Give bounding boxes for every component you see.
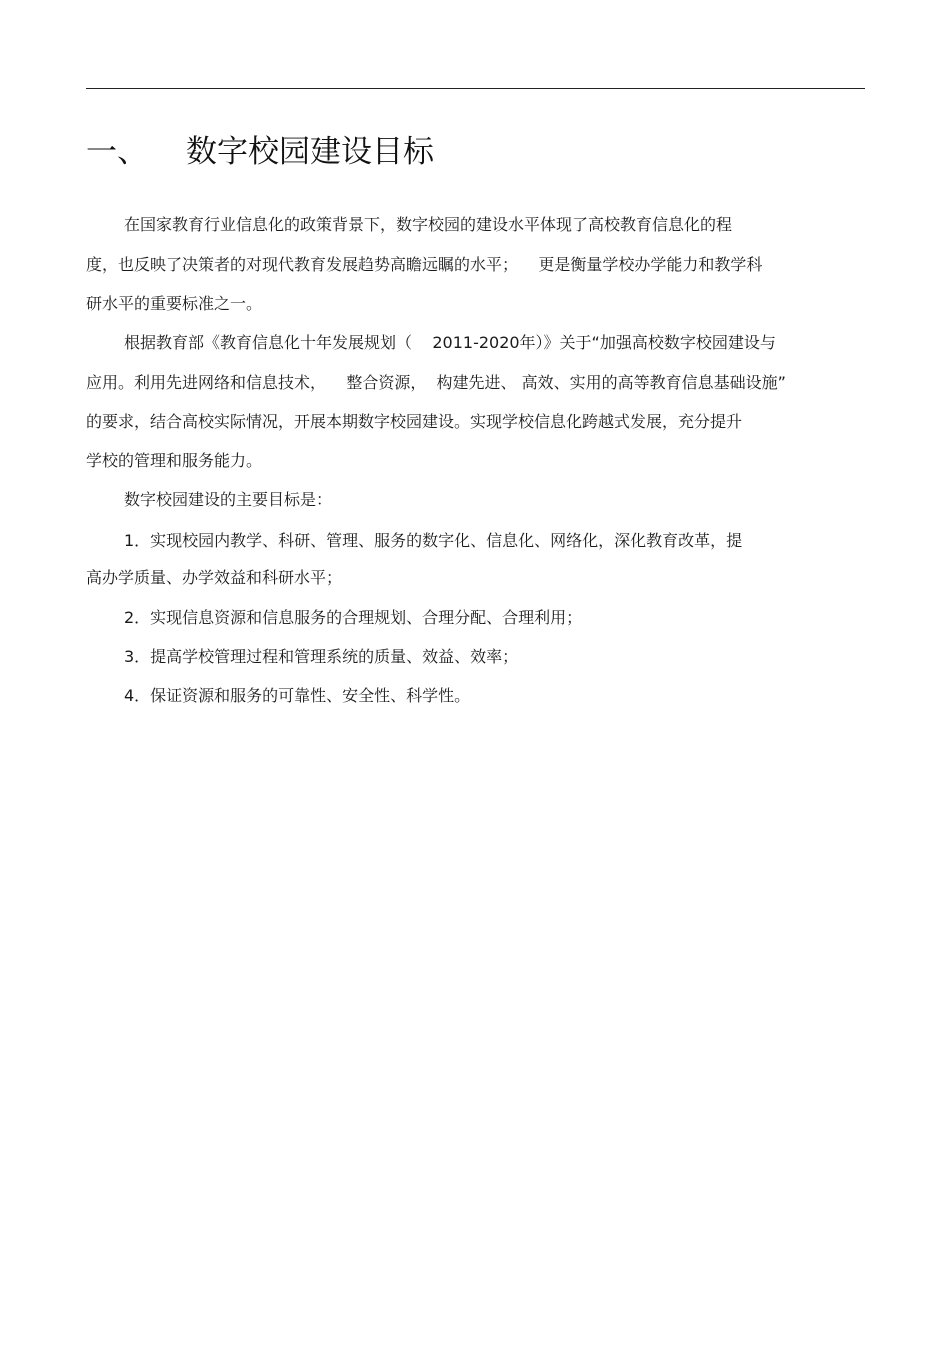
text-line: 研水平的重要标准之一。 bbox=[86, 294, 263, 313]
text-line: 学校的管理和服务能力。 bbox=[86, 451, 263, 470]
text-line: 数字校园建设的主要目标是： bbox=[124, 490, 333, 509]
list-item: 3．提高学校管理过程和管理系统的质量、效益、效率； bbox=[124, 647, 519, 666]
section-heading bbox=[86, 130, 434, 174]
text-line: 根据教育部《教育信息化十年发展规划（ 2011-2020年）》关于“加强高校数字校园建设与 bbox=[124, 333, 776, 352]
section-title: 数字校园建设目标 bbox=[186, 134, 434, 170]
list-item-continuation: 高办学质量、办学效益和科研水平； bbox=[86, 568, 343, 587]
text-line: 度，也反映了决策者的对现代教育发展趋势高瞻远瞩的水平； 更是衡量学校办学能力和教学科 bbox=[86, 255, 763, 274]
text-line: 应用。利用先进网络和信息技术， 整合资源， 构建先进、 高效、实用的高等教育信息基础设施” bbox=[86, 373, 786, 392]
list-item: 4．保证资源和服务的可靠性、安全性、科学性。 bbox=[124, 686, 471, 705]
text-line: 在国家教育行业信息化的政策背景下，数字校园的建设水平体现了高校教育信息化的程 bbox=[124, 215, 733, 234]
header-rule bbox=[86, 88, 865, 89]
text-line: 的要求，结合高校实际情况，开展本期数字校园建设。实现学校信息化跨越式发展，充分提升 bbox=[86, 412, 743, 431]
list-item: 1．实现校园内教学、科研、管理、服务的数字化、信息化、网络化，深化教育改革，提 bbox=[124, 531, 743, 550]
section-number: 一、 bbox=[86, 134, 148, 170]
list-item: 2．实现信息资源和信息服务的合理规划、合理分配、合理利用； bbox=[124, 608, 583, 627]
